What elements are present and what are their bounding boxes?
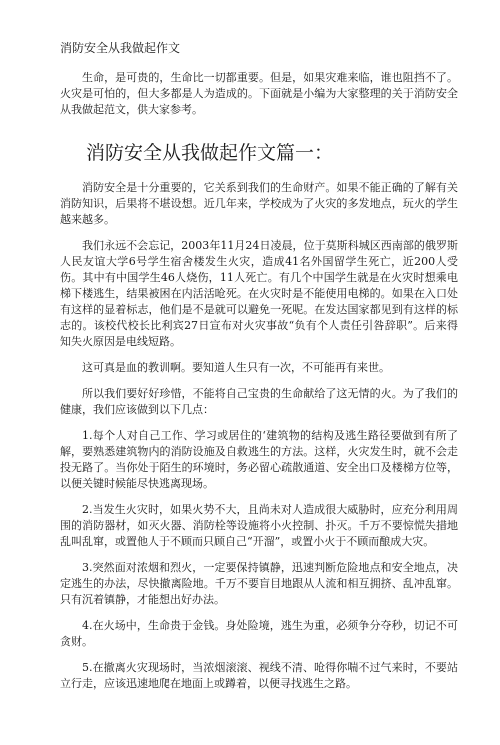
document-title: 消防安全从我做起作文 bbox=[60, 41, 181, 55]
intro-paragraph: 生命，是可贵的，生命比一切都重要。但是，如果灾难来临，谁也阻挡不了。火灾是可怕的，但大多都是人为造成的。下面就是小编为大家整理的关于消防安全从我做起范文，供大家参考。 bbox=[60, 71, 458, 116]
section-heading: 消防安全从我做起作文篇一： bbox=[86, 142, 334, 164]
list-item-3: 3.突然面对浓烟和烈火，一定要保持镇静，迅速判断危险地点和安全地点，决定逃生的办法，尽快撤离险地。千万不要盲目地跟从人流和相互拥挤、乱冲乱窜。只有沉着镇静，才能想出好办法。 bbox=[60, 561, 458, 606]
list-item-2: 2.当发生火灾时，如果火势不大，且尚未对人造成很大威胁时，应充分利用周围的消防器材，如灭火器、消防栓等设施将小火控制、扑灭。千万不要惊慌失措地乱叫乱窜，或置他人于不顾而只顾自己“开溜”，或置小火于不顾而酿成大灾。 bbox=[60, 503, 458, 548]
body-paragraph: 这可真是血的教训啊。要知道人生只有一次，不可能再有来世。 bbox=[82, 361, 390, 374]
body-paragraph: 所以我们要好好珍惜，不能将自己宝贵的生命献给了这无情的火。为了我们的健康，我们应该做到以下几点： bbox=[60, 387, 458, 416]
list-item-5: 5.在撤离火灾现场时，当浓烟滚滚、视线不清、呛得你喘不过气来时，不要站立行走，应该迅速地爬在地面上或蹲着，以便寻找逃生之路。 bbox=[60, 661, 458, 690]
body-paragraph: 我们永远不会忘记，2003年11月24日凌晨，位于莫斯科城区西南部的俄罗斯人民友谊大学6号学生宿舍楼发生火灾，造成41名外国留学生死亡，近200人受伤。其中有中国学生46人烧伤，11人死亡。有几个中国学生就是在火灾时想乘电梯下楼逃生，结果被困在内活活呛死。在火灾时是不能使用电梯的。如果在入口处有这样的显着标志，他们是不是就可以避免一死呢。在发达国家都见到有这样的标志的。该校代校长比利宾27日宣布对火灾事故“负有个人责任引咎辞职”。后来得知失火原因是电线短路。 bbox=[60, 239, 458, 348]
list-item-4: 4.在火场中，生命贵于金钱。身处险境，逃生为重，必须争分夺秒，切记不可贪财。 bbox=[60, 619, 458, 648]
body-paragraph: 消防安全是十分重要的，它关系到我们的生命财产。如果不能正确的了解有关消防知识，后果将不堪设想。近几年来，学校成为了火灾的多发地点，玩火的学生越来越多。 bbox=[60, 181, 458, 226]
list-item-1: 1.每个人对自己工作、学习或居住的‘建筑物的结构及逃生路径要做到有所了解，要熟悉建筑物内的消防设施及自救逃生的方法。这样，火灾发生时，就不会走投无路了。当你处于陌生的环境时，务必留心疏散通道、安全出口及楼梯方位等，以便关键时候能尽快逃离现场。 bbox=[60, 429, 458, 490]
